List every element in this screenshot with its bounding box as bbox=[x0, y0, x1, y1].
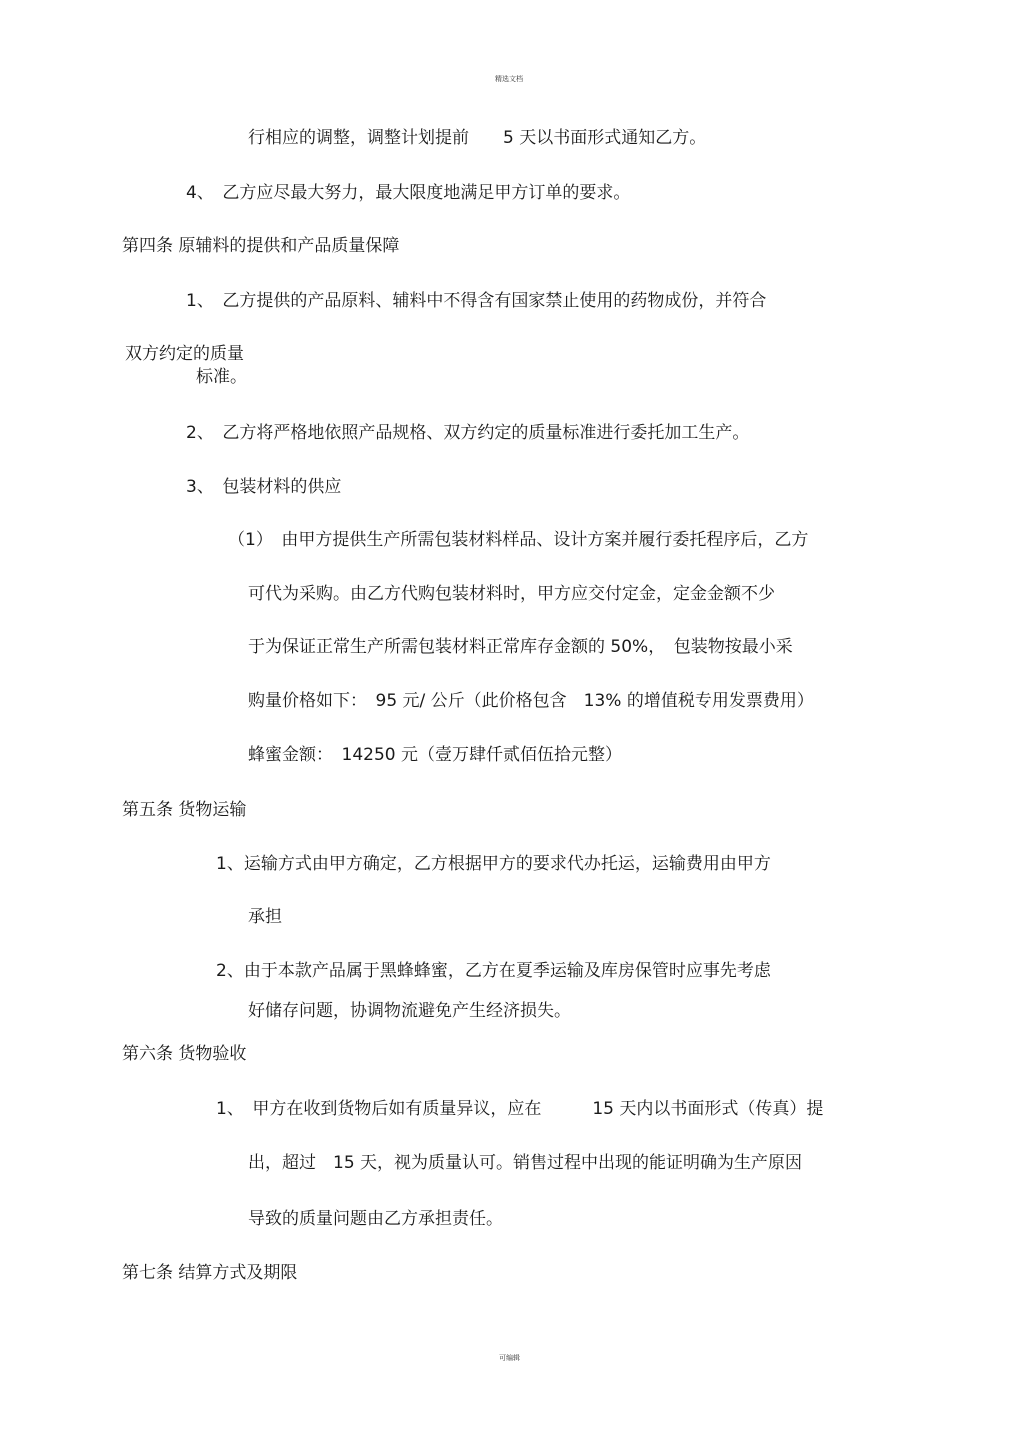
text-line: 1、 甲方在收到货物后如有质量异议，应在 15 天内以书面形式（传真）提 bbox=[216, 1099, 824, 1119]
section-heading: 第四条 原辅料的提供和产品质量保障 bbox=[122, 236, 400, 256]
section-heading: 第五条 货物运输 bbox=[122, 800, 247, 820]
page-footer: 可编辑 bbox=[499, 1354, 520, 1362]
text-line: 2、由于本款产品属于黑蜂蜂蜜，乙方在夏季运输及库房保管时应事先考虑 bbox=[216, 961, 771, 981]
text-line: 1、运输方式由甲方确定，乙方根据甲方的要求代办托运，运输费用由甲方 bbox=[216, 854, 771, 874]
text-line: 承担 bbox=[248, 907, 282, 927]
text-line: 行相应的调整，调整计划提前 5 天以书面形式通知乙方。 bbox=[248, 128, 707, 148]
text-line: 双方约定的质量 bbox=[125, 344, 244, 364]
text-line: 导致的质量问题由乙方承担责任。 bbox=[248, 1209, 503, 1229]
text-line: 好储存问题，协调物流避免产生经济损失。 bbox=[248, 1001, 571, 1021]
text-line: 购量价格如下： 95 元/ 公斤（此价格包含 13% 的增值税专用发票费用） bbox=[248, 691, 814, 711]
section-heading: 第七条 结算方式及期限 bbox=[122, 1263, 298, 1283]
text-line: 蜂蜜金额： 14250 元（壹万肆仟贰佰伍拾元整） bbox=[248, 745, 622, 765]
text-line: 于为保证正常生产所需包装材料正常库存金额的 50%， 包装物按最小采 bbox=[248, 637, 793, 657]
text-line: 2、 乙方将严格地依照产品规格、双方约定的质量标准进行委托加工生产。 bbox=[186, 423, 750, 443]
text-line: （1） 由甲方提供生产所需包装材料样品、设计方案并履行委托程序后，乙方 bbox=[228, 530, 809, 550]
text-line: 1、 乙方提供的产品原料、辅料中不得含有国家禁止使用的药物成份，并符合 bbox=[186, 291, 767, 311]
section-heading: 第六条 货物验收 bbox=[122, 1044, 247, 1064]
text-line: 出，超过 15 天，视为质量认可。销售过程中出现的能证明确为生产原因 bbox=[248, 1153, 803, 1173]
page-header: 精选文档 bbox=[495, 75, 523, 83]
text-line: 3、 包装材料的供应 bbox=[186, 477, 342, 497]
text-line: 标准。 bbox=[196, 367, 247, 387]
text-line: 可代为采购。由乙方代购包装材料时，甲方应交付定金，定金金额不少 bbox=[248, 584, 775, 604]
text-line: 4、 乙方应尽最大努力，最大限度地满足甲方订单的要求。 bbox=[186, 183, 631, 203]
